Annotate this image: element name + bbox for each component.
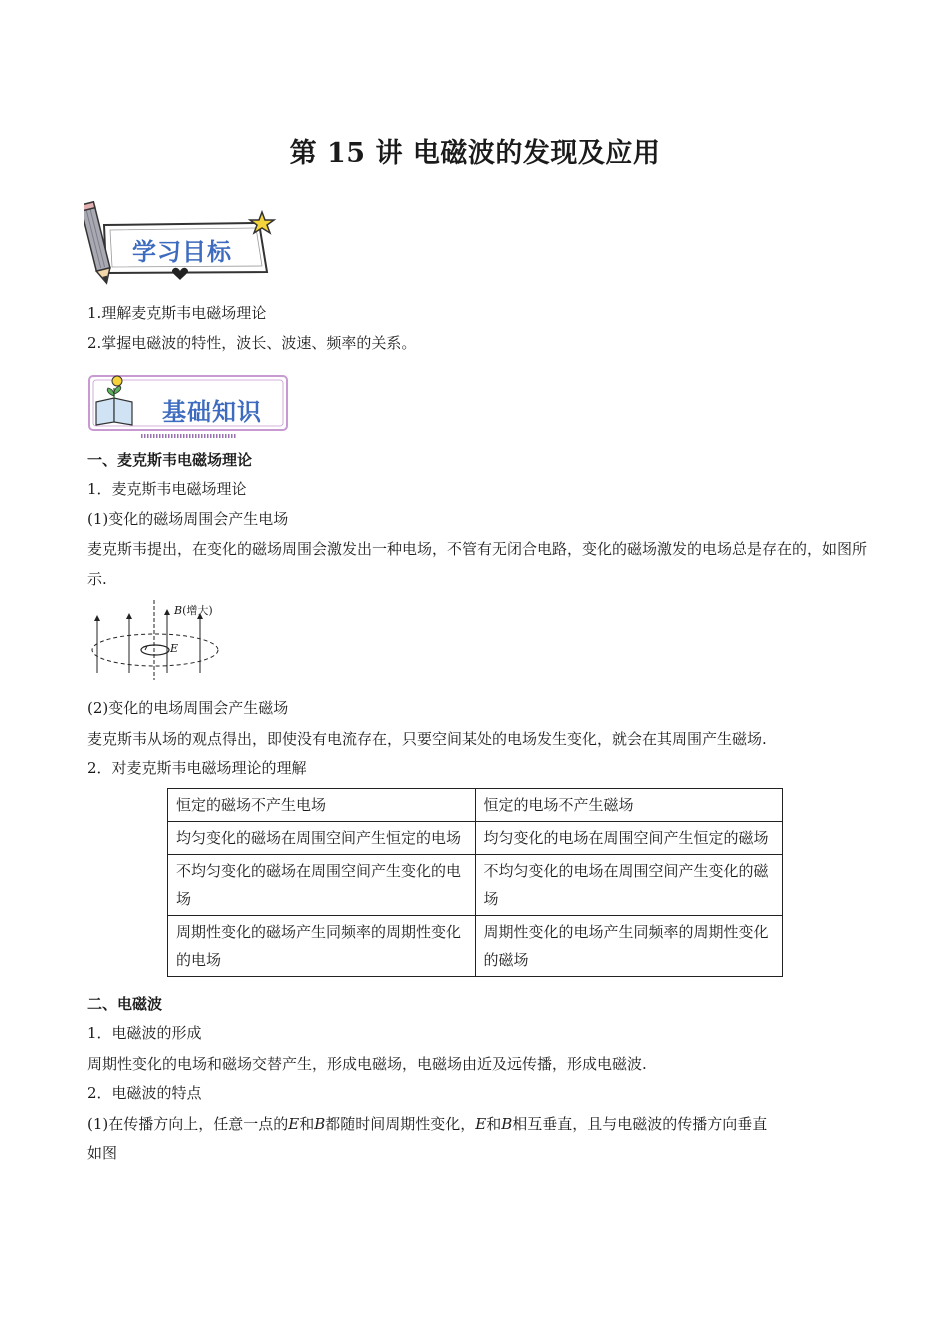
goal-item-2: 2.掌握电磁波的特性，波长、波速、频率的关系。 — [87, 334, 417, 352]
basic-knowledge-label: 基础知识 — [162, 398, 262, 426]
table-cell: 恒定的磁场不产生电场 — [168, 789, 476, 822]
table-row — [168, 789, 783, 822]
table-cell: 周期性变化的电场产生同频率的周期性变化的磁场 — [475, 916, 783, 977]
section-1-text-2: 麦克斯韦从场的观点得出，即使没有电流存在，只要空间某处的电场发生变化，就会在其周围产生磁场. — [87, 730, 767, 748]
table-cell: 均匀变化的电场在周围空间产生恒定的磁场 — [475, 822, 783, 855]
point-1-part-b: 都随时间周期性变化， — [325, 1115, 476, 1133]
figure-label-e — [170, 642, 178, 655]
table-cell: 恒定的电场不产生磁场 — [475, 789, 783, 822]
and-2: 和 — [486, 1115, 502, 1133]
var-e: E — [288, 1115, 300, 1133]
point-1-part-c: 相互垂直，且与电磁波的传播方向垂直 — [512, 1115, 768, 1133]
var-b: B — [314, 1115, 326, 1133]
table-cell: 均匀变化的磁场在周围空间产生恒定的电场 — [168, 822, 476, 855]
figure-b-note: (增大) — [182, 604, 213, 617]
section-1-text-1: 麦克斯韦提出，在变化的磁场周围会激发出一种电场，不管有无闭合电路，变化的磁场激发的电场总是存在的，如图所示. — [87, 540, 868, 588]
section-1-subheading-2: 2．对麦克斯韦电磁场理论的理解 — [87, 759, 307, 777]
section-2-point-1-continued: 如图 — [87, 1144, 118, 1162]
section-1-subheading-1: 1．麦克斯韦电磁场理论 — [87, 480, 247, 498]
figure-label-b — [174, 602, 213, 618]
figure-b-symbol: B — [174, 604, 183, 617]
goal-item-1: 1.理解麦克斯韦电磁场理论 — [87, 304, 267, 322]
page-title: 第 15 讲 电磁波的发现及应用 — [289, 138, 661, 169]
section-1-point-1: (1)变化的磁场周围会产生电场 — [87, 510, 289, 528]
basic-knowledge-badge — [86, 372, 290, 442]
induced-electric-field-figure — [87, 598, 227, 688]
table-row — [168, 822, 783, 855]
point-1-part-a: (1)在传播方向上，任意一点的 — [87, 1115, 289, 1133]
table-row — [168, 855, 783, 916]
section-2-heading: 二、电磁波 — [87, 995, 163, 1013]
table-cell: 不均匀变化的电场在周围空间产生变化的磁场 — [475, 855, 783, 916]
section-2-text-1: 周期性变化的电场和磁场交替产生，形成电磁场，电磁场由近及远传播，形成电磁波. — [87, 1055, 647, 1073]
figure-e-symbol: E — [170, 642, 179, 655]
learning-goals-label: 学习目标 — [132, 238, 232, 266]
section-2-subheading-2: 2．电磁波的特点 — [87, 1084, 202, 1102]
and-1: 和 — [299, 1115, 315, 1133]
section-1-point-2: (2)变化的电场周围会产生磁场 — [87, 699, 289, 717]
learning-goals-badge — [84, 200, 279, 290]
section-1-heading: 一、麦克斯韦电磁场理论 — [87, 451, 253, 469]
table-row — [168, 916, 783, 977]
section-2-subheading-1: 1．电磁波的形成 — [87, 1024, 202, 1042]
maxwell-theory-table — [167, 788, 783, 977]
table-cell: 周期性变化的磁场产生同频率的周期性变化的电场 — [168, 916, 476, 977]
var-b-2: B — [501, 1115, 513, 1133]
var-e-2: E — [475, 1115, 487, 1133]
table-cell: 不均匀变化的磁场在周围空间产生变化的电场 — [168, 855, 476, 916]
section-2-point-1 — [87, 1114, 767, 1134]
